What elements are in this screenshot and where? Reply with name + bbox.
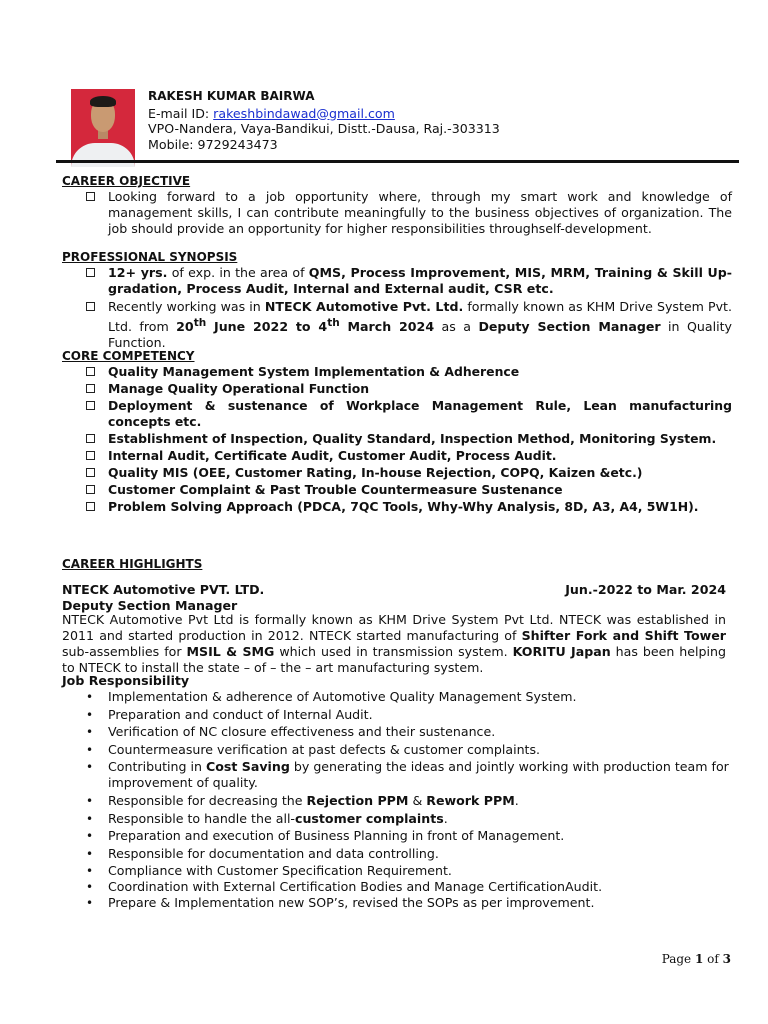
career-highlights-section (62, 556, 726, 614)
mobile: Mobile: 9729243473 (148, 136, 278, 152)
checkbox-bullet-icon (86, 434, 95, 443)
date-part: June 2022 to 4 (206, 319, 328, 335)
competency-text: Manage Quality Operational Function (108, 381, 370, 396)
responsibility-text: Preparation and execution of Business Planning in front of Management. (108, 828, 565, 844)
list-item (62, 689, 734, 705)
section-title-career-objective: CAREER OBJECTIVE (62, 174, 191, 188)
employment-period: Jun.-2022 to Mar. 2024 (565, 582, 726, 597)
employer-name: NTECK Automotive PVT. LTD. (62, 582, 265, 597)
date-suffix: th (193, 317, 207, 329)
core-competency-section (62, 348, 732, 516)
date-suffix: th (327, 317, 340, 329)
address: VPO-Nandera, Vaya-Bandikui, Distt.-Dausa, Raj.-303313 (148, 121, 500, 136)
responsibility-highlight: customer complaints (294, 810, 444, 826)
total-pages: 3 (722, 952, 731, 966)
profile-photo (71, 89, 135, 167)
date-part: 20 (176, 319, 194, 335)
career-objective-section (62, 173, 732, 237)
date-part: March 2024 (339, 319, 435, 335)
description-text: which used in transmission system. (274, 644, 513, 659)
list-item (62, 879, 734, 895)
description-text: NTECK Automotive Pvt Ltd is formally known as KHM Drive System Pvt Ltd. NTECK was established in 2011 and started production in 2012. NTECK started manufacturing of (62, 612, 726, 643)
checkbox-bullet-icon (86, 485, 95, 494)
checkbox-bullet-icon (86, 268, 95, 277)
responsibility-text: & (408, 792, 427, 808)
list-item (62, 895, 734, 911)
customer-name: MSIL & SMG (186, 644, 275, 659)
competency-text: Establishment of Inspection, Quality Standard, Inspection Method, Monitoring System. (108, 431, 717, 446)
checkbox-bullet-icon (86, 502, 95, 511)
list-item (62, 793, 734, 809)
competency-text: Quality MIS (OEE, Customer Rating, In-house Rejection, COPQ, Kaizen &etc.) (108, 465, 643, 480)
responsibility-text: . (443, 810, 448, 826)
competency-text: Internal Audit, Certificate Audit, Customer Audit, Process Audit. (108, 448, 557, 463)
job-responsibility-section (62, 673, 734, 913)
responsibility-text: Responsible to handle the all- (108, 810, 295, 826)
competency-item (62, 465, 732, 481)
contact-header (148, 89, 500, 152)
company-name: NTECK Automotive Pvt. Ltd. (264, 299, 464, 314)
responsibility-text: Coordination with External Certification Bodies and Manage CertificationAudit. (108, 879, 603, 895)
competency-item (62, 364, 732, 380)
competency-text: Customer Complaint & Past Trouble Countermeasure Sustenance (108, 482, 563, 497)
job-responsibility-title: Job Responsibility (62, 673, 190, 688)
experience-years: 12+ yrs. (108, 265, 168, 280)
checkbox-bullet-icon (86, 401, 95, 410)
section-title-career-highlights: CAREER HIGHLIGHTS (62, 557, 203, 571)
responsibility-highlight: Cost Saving (205, 759, 290, 775)
role-name: Deputy Section Manager (478, 319, 661, 335)
email-line (148, 106, 500, 122)
checkbox-bullet-icon (86, 192, 95, 201)
checkbox-bullet-icon (86, 468, 95, 477)
list-item (62, 811, 734, 827)
header-divider (56, 160, 739, 163)
responsibility-text: . (514, 792, 519, 808)
competency-text: Deployment & sustenance of Workplace Management Rule, Lean manufacturing concepts etc. (108, 398, 732, 429)
checkbox-bullet-icon (86, 384, 95, 393)
list-item (62, 724, 734, 740)
company-description (62, 612, 726, 676)
responsibility-text: Implementation & adherence of Automotive Quality Management System. (108, 689, 577, 704)
competency-text: Quality Management System Implementation & Adherence (108, 364, 520, 379)
page-label: Page (661, 952, 695, 966)
description-text: has been helping to NTECK to install the state – of – the – art manufacturing system. (62, 644, 726, 675)
synopsis-text: as a (434, 319, 479, 335)
competency-item (62, 398, 732, 430)
description-text: sub-assemblies for (62, 644, 187, 659)
list-item (62, 707, 734, 723)
responsibility-highlight: Rework PPM (426, 792, 515, 808)
list-item (62, 846, 734, 862)
page-of-label: of (703, 952, 723, 966)
competency-item (62, 431, 732, 447)
checkbox-bullet-icon (86, 451, 95, 460)
competency-item (62, 499, 732, 515)
page-number (662, 951, 731, 967)
candidate-name: RAKESH KUMAR BAIRWA (148, 89, 315, 103)
list-item (62, 742, 734, 758)
responsibility-text: Responsible for documentation and data controlling. (108, 845, 439, 861)
synopsis-text: formally known as KHM Drive System Pvt. Ltd. from (108, 299, 733, 335)
responsibility-text: Contributing in (108, 759, 206, 775)
section-title-professional-synopsis: PROFESSIONAL SYNOPSIS (62, 250, 238, 264)
responsibility-text: Prepare & Implementation new SOP’s, revised the SOPs as per improvement. (108, 895, 595, 911)
responsibility-text: Verification of NC closure effectiveness and their sustenance. (108, 724, 496, 740)
synopsis-text: Recently working was in (108, 299, 265, 314)
synopsis-item (62, 299, 732, 351)
partner-name: KORITU Japan (512, 644, 611, 659)
experience-areas: QMS, Process Improvement, MIS, MRM, Training & Skill Up-gradation, Process Audit, Internal and External audit, CSR etc. (108, 265, 732, 296)
synopsis-text: in Quality Function. (108, 319, 732, 351)
section-title-core-competency: CORE COMPETENCY (62, 349, 195, 363)
list-item (62, 863, 734, 879)
synopsis-text: of exp. in the area of (167, 265, 309, 280)
checkbox-bullet-icon (86, 367, 95, 376)
responsibility-text: Responsible for decreasing the (108, 792, 307, 808)
email-link[interactable]: rakeshbindawad@gmail.com (213, 105, 395, 121)
objective-item (62, 189, 732, 237)
competency-item (62, 381, 732, 397)
list-item (62, 828, 734, 844)
responsibility-list (62, 689, 734, 911)
competency-text: Problem Solving Approach (PDCA, 7QC Tools, Why-Why Analysis, 8D, A3, A4, 5W1H). (108, 499, 699, 514)
synopsis-item (62, 265, 732, 297)
objective-text: Looking forward to a job opportunity where, through my smart work and knowledge of management skills, I can contribute meaningfully to the business objectives of organization. The job should provide an opportunity for higher responsibilities throughself-development. (108, 189, 732, 236)
competency-item (62, 482, 732, 498)
responsibility-text: Preparation and conduct of Internal Audit. (108, 706, 373, 722)
email-label: E-mail ID: (148, 105, 210, 121)
professional-synopsis-section (62, 249, 732, 351)
designation: Deputy Section Manager (62, 598, 238, 613)
list-item (62, 759, 734, 791)
responsibility-text: Compliance with Customer Specification Requirement. (108, 863, 452, 879)
responsibility-text: Countermeasure verification at past defects & customer complaints. (108, 741, 541, 757)
checkbox-bullet-icon (86, 302, 95, 311)
product-name: Shifter Fork and Shift Tower (521, 628, 726, 643)
responsibility-highlight: Rejection PPM (306, 792, 409, 808)
competency-item (62, 448, 732, 464)
job-header (62, 582, 726, 598)
responsibility-text: by generating the ideas and jointly working with production team for improvement of quality. (108, 759, 729, 791)
current-page: 1 (694, 952, 704, 966)
